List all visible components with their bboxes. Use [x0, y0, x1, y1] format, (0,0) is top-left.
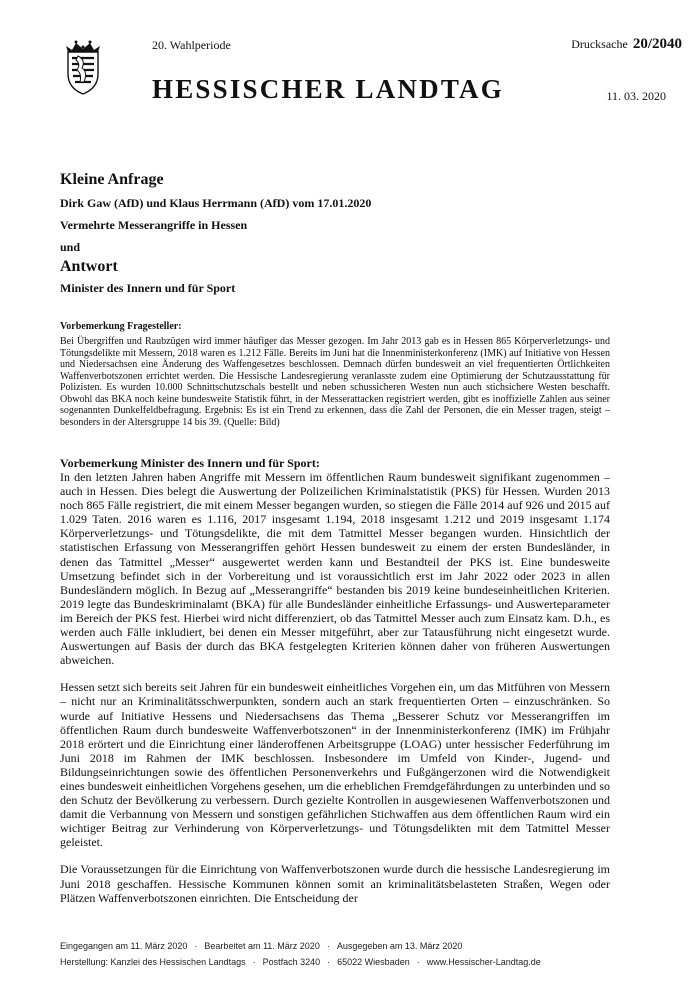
footer-publisher-line: Herstellung: Kanzlei des Hessischen Landtags · Postfach 3240 · 65022 Wiesbaden · www.Hessischer-Landtag.de: [60, 957, 541, 967]
antwort-title: Antwort: [60, 258, 118, 275]
vorbemerkung-minister-label: Vorbemerkung Minister des Innern und für Sport:: [60, 456, 320, 470]
footer-bearbeitet: Bearbeitet am 11. März 2020: [204, 941, 320, 951]
kleine-anfrage-title: Kleine Anfrage: [60, 171, 164, 188]
heading-block: [60, 170, 660, 296]
footer-ausgegeben: Ausgegeben am 13. März 2020: [336, 941, 463, 951]
und-line: und: [60, 240, 81, 254]
minister-paragraph: Die Voraussetzungen für die Einrichtung von Waffenverbotszonen wurde durch die hessische Landesregierung im Juni 2018 geschaffen. Hessische Kommunen können somit an kriminalitätsbelasteten Straßen, Wegen oder Plätzen Waffenverbotszonen einrichten. Die Entscheidung der: [60, 862, 610, 905]
vorbemerkung-fragesteller: [60, 321, 610, 428]
footer-dates-line: Eingegangen am 11. März 2020 · Bearbeitet am 11. März 2020 · Ausgegeben am 13. März 2020: [60, 941, 463, 951]
footer-eingegangen: Eingegangen am 11. März 2020: [60, 941, 188, 951]
authors-line: Dirk Gaw (AfD) und Klaus Herrmann (AfD) vom 17.01.2020: [60, 196, 372, 210]
document-date: 11. 03. 2020: [606, 89, 666, 103]
footer-website-link[interactable]: www.Hessischer-Landtag.de: [426, 957, 541, 967]
footer-herstellung: Herstellung: Kanzlei des Hessischen Landtags: [60, 957, 246, 967]
wahlperiode: 20. Wahlperiode: [152, 38, 231, 52]
footer-ort: 65022 Wiesbaden: [337, 957, 410, 967]
minister-paragraph: Hessen setzt sich bereits seit Jahren für ein bundesweit einheitliches Vorgehen ein, um das Mitführen von Messern – nicht nur an Kriminalitätsschwerpunkten, sondern auch an stark frequentierten Orten – einzuschränken. So wurde auf Initiative Hessens und Niedersachsens das Thema „Besserer Schutz vor Messerangriffen im öffentlichen Raum durch bundesweite Waffenverbotszonen“ in der Innenministerkonferenz (IMK) im Frühjahr 2018 erörtert und die Einrichtung einer länderoffenen Arbeitsgruppe (LOAG) unter hessischer Federführung im Juni 2018 im Rahmen der IMK beschlossen. Insbesondere im Umfeld von Kinder-, Jugend- und Bildungseinrichtungen sowie des öffentlichen Personenverkehrs und Fußgängerzonen wird die Notwendigkeit eines bundesweit einheitlichen Vorgehens gesehen, um die erheblichen Fremdgefährdungen zu unterbinden und so den Schutz der Bevölkerung zu verbessern. Durch gezielte Kontrollen in ausgewiesenen Waffenverbotszonen und damit die Verbannung von Messern und sonstigen gefährlichen Stichwaffen aus dem öffentlichen Raum wird ein wichtiger Beitrag zur Verhinderung von Körperverletzungs- und Tötungsdelikten mit dem Tatmittel Messer geleistet.: [60, 680, 610, 850]
minister-paragraph: In den letzten Jahren haben Angriffe mit Messern im öffentlichen Raum bundesweit signifikant zugenommen – auch in Hessen. Dies belegt die Auswertung der Polizeilichen Kriminalstatistik (PKS) für Hessen. Wurden 2013 noch 865 Fälle registriert, die mit einem Messer begangen wurden, so stiegen die Fälle 2014 auf 926 und 2015 auf 1.029 Taten. 2016 waren es 1.116, 2017 insgesamt 1.194, 2018 insgesamt 1.212 und 2019 insgesamt 1.174 Körperverletzungs- und Tötungsdelikte, die mit dem Tatmittel Messer begangen wurden. Hinsichtlich der statistischen Erfassung von Messerangriffen gehört Hessen bundesweit zu einem der ersten Bundesländer, in denen das Tatmittel „Messer“ ausgewertet werden kann und Bestandteil der PKS ist. Eine bundesweite Umsetzung befindet sich in der Vorbereitung und ist voraussichtlich erst im Jahr 2022 oder 2023 in allen Bundesländern möglich. In Bezug auf „Messerangriffe“ bestanden bis 2019 keine bundeseinheitlichen Kriterien. 2019 legte das Bundeskriminalamt (BKA) für alle Bundesländer einheitliche Erfassungs- und Auswerteparameter im Bereich der PKS fest. Hierbei wird nicht differenziert, ob das Tatmittel Messer auch zum Einsatz kam. D.h., es werden auch Fälle inkludiert, bei denen ein Messer mitgeführt, aber zur Tatausführung nicht eingesetzt wurde. Auswertungen auf Basis der durch das BKA festgelegten Kriterien können daher von früheren Auswertungen abweichen.: [60, 470, 610, 668]
hessen-coat-of-arms-logo: [62, 38, 104, 96]
minister-line: Minister des Innern und für Sport: [60, 281, 236, 295]
page-title: HESSISCHER LANDTAG: [152, 74, 504, 104]
vorbemerkung-minister: [60, 456, 610, 905]
vorbemerkung-fragesteller-text: Bei Übergriffen und Raubzügen wird immer häufiger das Messer gezogen. Im Jahr 2013 gab es in Hessen 865 Körperverletzungs- und Tötungsdelikte mit Messern, 2018 waren es 1.212 Fälle. Bereits im Juni hat die Innenministerkonferenz (IMK) auf Initiative von Hessen und Niedersachsen eine Änderung des Waffengesetzes beschlossen. Demnach dürfen bundesweit an viel frequentierten Örtlichkeiten Waffenverbotszonen errichtet werden. Die Hessische Landesregierung veranlasste zudem eine Optimierung der Schutzausstattung für Polizisten. Es wurden 10.000 Schnittschutzschals bestellt und neben schussicheren Westen nun auch stichsichere Westen beschafft. Obwohl das BKA noch keine bundesweite Statistik führt, in der Messerattacken registriert werden, gibt es inoffizielle Zahlen aus seiner sogenannten Dunkelfeldbefragung. Ergebnis: Es ist ein Trend zu erkennen, dass die Zahl der Personen, die ein Messer tragen, steigt – besonders in der Altersgruppe 14 bis 39. (Quelle: Bild): [60, 336, 610, 428]
drucksache-label: Drucksache: [571, 37, 628, 51]
drucksache-number: 20/2040: [632, 36, 682, 52]
footer: [60, 938, 660, 970]
vorbemerkung-fragesteller-label: Vorbemerkung Fragesteller:: [60, 321, 182, 332]
drucksache: [571, 36, 682, 53]
topic-line: Vermehrte Messerangriffe in Hessen: [60, 218, 248, 232]
footer-postfach: Postfach 3240: [262, 957, 321, 967]
